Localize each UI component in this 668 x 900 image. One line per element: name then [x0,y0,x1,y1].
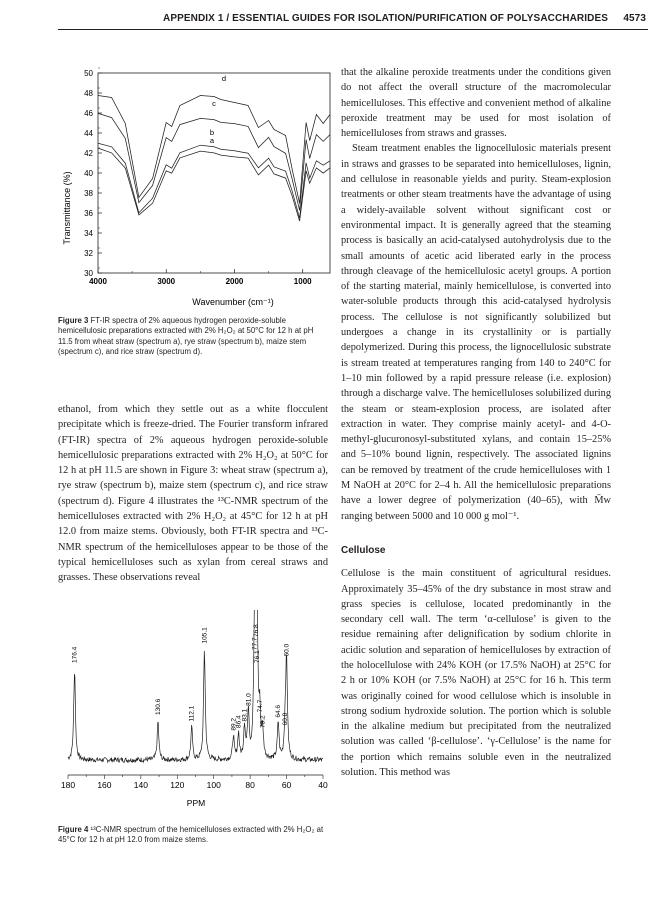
figure3-x-tick-label: 2000 [225,277,244,286]
figure4-peak-label: 130.6 [155,698,162,715]
figure4-x-axis-label: PPM [186,798,206,808]
figure4-axis [61,775,328,790]
figure3-y-tick-label: 44 [84,129,93,138]
figure4-caption-text: ¹³C-NMR spectrum of the hemicelluloses extracted with 2% H₂O₂ at 45°C for 12 h at pH 12.0 from maize stems. [58,825,324,845]
figure4-peak-label: 176.4 [71,646,79,663]
figure3-series [98,74,330,221]
figure3-x-tick-label: 4000 [89,277,107,286]
figure3-series-line-d [98,96,330,204]
figure4-peak-label: 81.0 [245,693,253,706]
figure3-y-axis-label: Transmittance (%) [62,171,72,245]
figure3-series-label-a: a [209,136,215,145]
figure4-nmr-chart [58,610,333,810]
figure4-x-tick-label: 40 [318,780,328,790]
figure4-peak-label: 89.2 [230,717,238,731]
figure3-y-tick-label: 36 [84,209,93,218]
figure4-peak-label: 105.1 [201,627,209,644]
figure4-x-tick-label: 180 [60,780,76,790]
figure3-series-label-d: d [221,74,227,83]
figure3-y-tick-label: 30 [84,269,93,278]
figure4-peak-label: 64.6 [275,704,283,718]
figure4-peak-label: 73.2 [259,715,267,728]
figure4-x-tick-label: 140 [133,780,148,790]
figure3-series-label-b: b [209,128,215,137]
figure3-y-tick-label: 48 [84,89,93,98]
figure4-peak-label: 112.1 [188,705,196,722]
figure3-y-tick-label: 46 [84,109,93,118]
figure4-peak-label: 74.7 [256,699,264,713]
figure3-y-tick-label: 38 [84,189,93,198]
figure3-series-label-c: c [212,99,216,108]
figure3-y-tick-label: 50 [84,69,93,78]
figure4-x-tick-label: 80 [245,780,255,790]
figure4-peak-label: 76.8 [253,624,260,637]
right-paragraph-3: Cellulose is the main constituent of agricultural residues. Approximately 35–45% of the dry substance in most straw and grass species is cellulose, located predominantly in the secondary cell wall. The term ‘α-cellulose’ is given to the residue remaining after delignification by sodium chlorite in acidic solution and separation of hemicelluloses by extraction of the holocellulose with 24% KOH (or 17.5% NaOH) at 25°C for 2 h or 10% KOH (or 7.5% NaOH) at 25°C for 16 h. This term was originally coined for wood cellulose which is insoluble in strong sodium hydroxide solution. The portion which is soluble in the alkaline medium but precipitated from the neutralized solution was called ‘β-cellulose’. ‘γ-Cellulose’ is the name for the portion which remains soluble even in the neutralized solution. This method was [341,568,611,779]
figure3-y-tick-label: 40 [84,169,93,178]
running-header [90,13,646,29]
left-paragraph-1: ethanol, from which they settle out as a white flocculent precipitate which is freeze-dried. The Fourier transform infrared (FT-IR) spectra of 2% aqueous hydrogen peroxide-soluble hemicellulosic preparations extracted with 2% H₂O₂ at 50°C for 12 h at pH 11.5 are shown in Figure 3: wheat straw (spectrum a), rye straw (spectrum b), maize stem (spectrum c), and rice straw (spectrum d). Figure 4 illustrates the ¹³C-NMR spectrum of the hemicelluloses extracted with 2% H₂O₂ at 45°C for 12 h at pH 12.0 from maize stems. Obviously, both FT-IR spectra and ¹³C-NMR spectrum of the hemicelluloses appear to be those of the typical hemicelluloses such as xylan from cereal straws and grasses. These observations reveal [58,404,328,584]
figure3-axes [84,68,330,286]
figure4-peak-label: 77.7 [251,637,259,650]
figure4-caption [58,825,330,846]
right-column-text [341,65,611,780]
header-rule [58,29,648,30]
figure4-peak-label: 60.0 [283,643,291,657]
right-paragraph-1: that the alkaline peroxide treatments under the conditions given do not affect the overall structure of the macromolecular hemicelluloses. This effective and convenient method of alkaline peroxide treatment may be used for most isolation of hemicelluloses from straws and grasses. [341,67,611,140]
figure3-y-tick-label: 34 [84,229,93,238]
figure3-caption-label: Figure 3 [58,316,89,325]
figure4-x-tick-label: 160 [97,780,112,790]
figure3-ftir-chart [58,65,333,310]
figure4-peak-label: 83.1 [241,708,249,722]
figure3-caption [58,316,330,357]
figure4-x-tick-label: 120 [170,780,185,790]
page-number: 4573 [623,13,646,24]
figure3-y-tick-label: 42 [84,149,93,158]
figure4-peak-label: 86.4 [235,715,243,728]
figure4-x-tick-label: 100 [206,780,221,790]
figure3-y-tick-label: 32 [84,249,93,258]
figure3-x-tick-label: 3000 [157,277,176,286]
figure3-x-axis-label: Wavenumber (cm⁻¹) [192,297,274,307]
right-paragraph-2: Steam treatment enables the lignocellulosic materials present in straws and grasses to be separated into hemicelluloses, lignin, and cellulose in reasonable yields and purity. Steam-explosion treatments or other steam treatments have the advantage of using a widely-available solvent without significant cost or environmental impact. It is generally agreed that the steaming process is basically an acid-catalysed autohydrolysis due to the small amounts of acetic acid liberated early in the process through cleavage of the hemicellulosic acetyl groups. A portion of the starting material, mainly hemicellulose, is converted into water-soluble products through this acid-catalysed hydrolysis process. The cellulose is not significantly solubilized but undergoes a change in its crystallinity or is partially depolymerized. During this process, the lignocellulosic substrate is stream treated at temperatures ranging from 140 to 240°C for 1–10 min followed by a rapid pressure release (i.e. explosion) through a discharge valve. The hemicelluloses solubilized during the steam or steam-explosion process, are isolated after extraction in water. They comprise mainly acetyl- and 4-O-methyl-glucuronosyl-substituted xylans, and contain 15–25% and 5–10% bound lignin, respectively. The associated lignins can be removed by treatment of the crude hemicelluloses with 1 M NaOH at 20°C for 2–4 h. All the hemicellulosic preparations have a lower degree of polymerization (40–65), with M̄w ranging between 5000 and 10 000 g mol⁻¹. [341,143,611,522]
figure4-peak-label: 76.1 [254,650,262,663]
figure3-x-tick-label: 1000 [293,277,312,286]
figure4-caption-label: Figure 4 [58,825,89,834]
figure3-caption-text: FT-IR spectra of 2% aqueous hydrogen peroxide-soluble hemicellulosic preparations extracted with 2% H₂O₂ at 50°C for 12 h at pH 11.5 from wheat straw (spectrum a), rye straw (spectrum b), maize stem (spectrum c), and rice straw (spectrum d). [58,316,314,356]
figure4-x-tick-label: 60 [281,780,292,790]
running-title: APPENDIX 1 / ESSENTIAL GUIDES FOR ISOLATION/PURIFICATION OF POLYSACCHARIDES [163,13,608,24]
left-column-text [58,402,328,586]
figure4-peak-label: 60.8 [282,712,290,726]
figure4-spectrum-line [68,610,323,762]
section-heading-cellulose: Cellulose [341,544,386,556]
